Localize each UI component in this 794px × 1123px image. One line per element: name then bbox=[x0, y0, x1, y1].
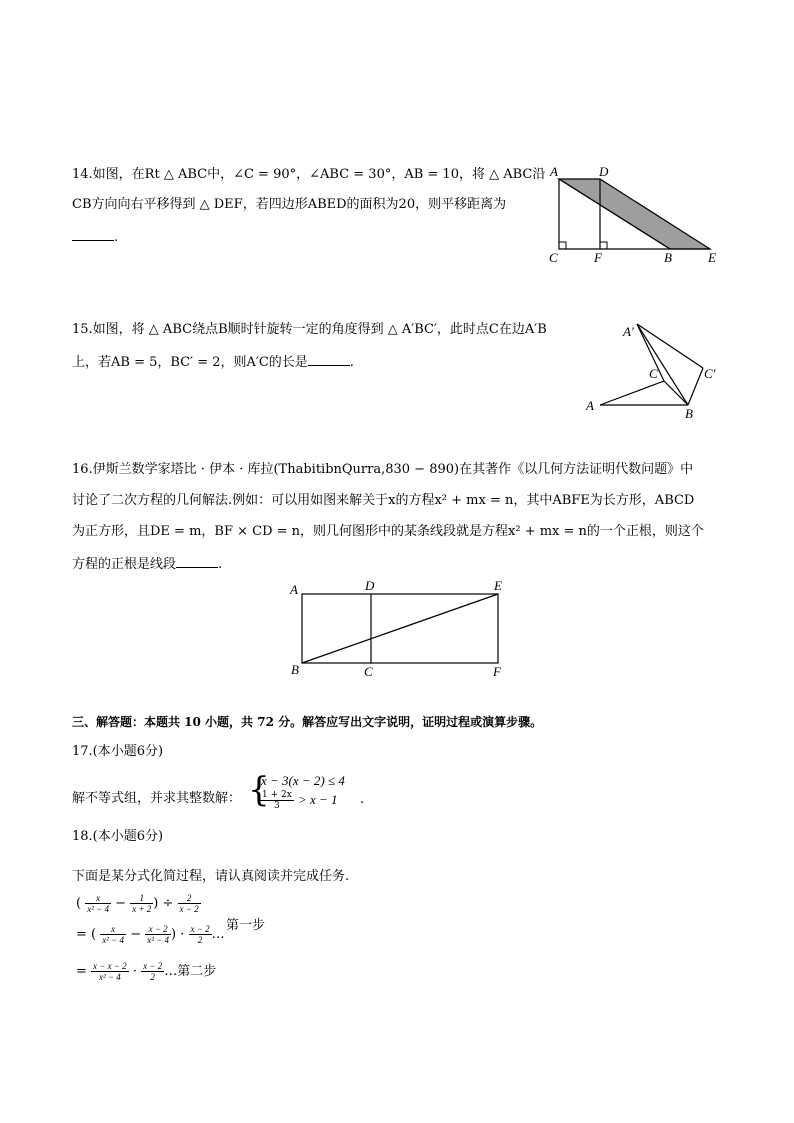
q15-label-B: B bbox=[685, 406, 693, 421]
q16-line3: 为正方形，且DE = m，BF × CD = n，则几何图形中的某条线段就是方程x² + mx = n的一个正根，则这个 bbox=[72, 524, 704, 539]
q14-answer-blank[interactable] bbox=[72, 228, 114, 241]
q16-line4: 方程的正根是线段 . bbox=[72, 557, 223, 572]
q14-label-A: A bbox=[550, 164, 558, 179]
q16-answer-blank[interactable] bbox=[176, 555, 218, 568]
q17-inequality-1: x − 3(x − 2) ≤ 4 bbox=[261, 773, 345, 788]
q18-expression-line-0: ( $\frac{x}{\text{x² − 4}}$ − $\frac{1}{x + 2}$ ) ÷ $\frac{2}{x - 2}$ bbox=[76, 893, 199, 914]
q18-prompt: 下面是某分式化简过程，请认真阅读并完成任务. bbox=[72, 869, 350, 884]
q16-label-C: C bbox=[364, 664, 373, 679]
q16-figure bbox=[285, 578, 510, 683]
q15-label-C-prime: C′ bbox=[704, 366, 716, 381]
q17-prompt: 解不等式组，并求其整数解： bbox=[72, 791, 242, 806]
q18-step1-label: 第一步 bbox=[226, 918, 266, 933]
section-3-heading: 三、解答题：本题共 10 小题，共 72 分。解答应写出文字说明，证明过程或演算步骤。 bbox=[72, 715, 543, 729]
q16-line1: 16.伊斯兰数学家塔比 · 伊本 · 库拉(ThabitibnQurra,830 − 890)在其著作《以几何方法证明代数问题》中 bbox=[72, 462, 694, 477]
q15-line1: 15.如图，将 △ ABC绕点B顺时针旋转一定的角度得到 △ A′BC′，此时点C在边A′B bbox=[72, 322, 547, 337]
q18-expression-line-1: = ( $\frac{x}{\text{x² − 4}}$ − $\frac{x - 2}{\text{x² − 4}}$ ) · $\frac{x - 2}{2}$ … bbox=[76, 924, 225, 945]
q14-label-B: B bbox=[664, 250, 672, 265]
q15-label-C: C bbox=[649, 366, 658, 381]
q18-header: 18.(本小题6分) bbox=[72, 829, 164, 844]
q16-label-E: E bbox=[494, 578, 502, 593]
q17-inequality-2: $\frac{1 + 2x}{3}$ > x − 1 bbox=[262, 790, 338, 811]
q15-figure bbox=[580, 318, 730, 428]
q14-label-C: C bbox=[549, 250, 558, 265]
q14-label-D: D bbox=[599, 164, 609, 179]
q15-label-A-prime: A′ bbox=[623, 324, 634, 339]
q14-line2: CB方向向右平移得到 △ DEF，若四边形ABED的面积为20，则平移距离为 bbox=[72, 197, 507, 212]
q15-label-A: A bbox=[586, 398, 594, 413]
q18-expression-line-2: = $\frac{x - x - 2}{\text{x² − 4}}$ · $\frac{x - 2}{2}$ …第二步 bbox=[76, 961, 217, 982]
q14-line1: 14.如图，在Rt △ ABC中，∠C = 90°，∠ABC = 30°，AB = 10，将 △ ABC沿 bbox=[72, 167, 546, 182]
q16-label-F: F bbox=[493, 664, 501, 679]
q14-label-E: E bbox=[708, 250, 716, 265]
q17-system-brace: { bbox=[248, 770, 270, 810]
q16-line2: 讨论了二次方程的几何解法.例如：可以用如图来解关于x的方程x² + mx = n，其中ABFE为长方形，ABCD bbox=[72, 493, 695, 508]
q15-line2: 上，若AB = 5，BC′ = 2，则A′C的长是 . bbox=[72, 355, 354, 370]
q16-label-A: A bbox=[290, 582, 298, 597]
q14-line3: . bbox=[72, 228, 118, 247]
q17-end-period: . bbox=[360, 792, 365, 807]
q14-shaded-parallelogram bbox=[559, 179, 710, 249]
q17-header: 17.(本小题6分) bbox=[72, 744, 164, 759]
q16-label-D: D bbox=[365, 578, 375, 593]
q14-figure bbox=[540, 160, 730, 270]
q18-step2-label: 第二步 bbox=[177, 964, 217, 979]
q15-answer-blank[interactable] bbox=[308, 353, 350, 366]
q14-label-F: F bbox=[594, 250, 602, 265]
q16-label-B: B bbox=[291, 662, 299, 677]
